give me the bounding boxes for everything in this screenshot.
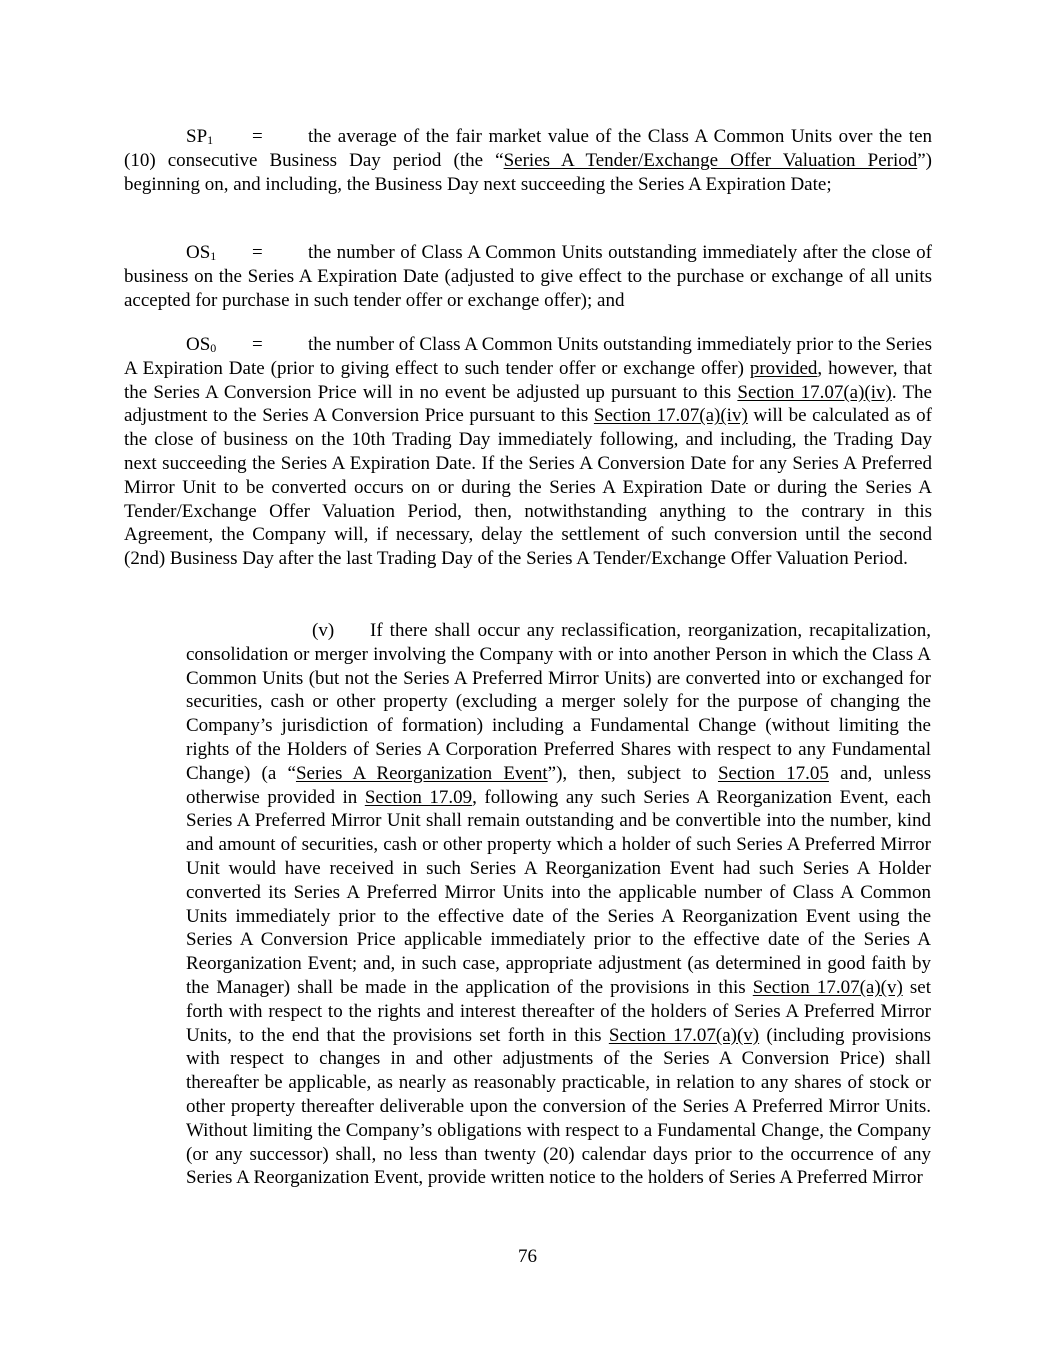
- definition-sp1: $SP_1$ = the average of the fair market value of the Class A Common Units over the ten (10) consecutive Business Day period (the “Series A Tender/Exchange Offer Valuation Period”) beginning on, and including, the Business Day next succeeding the Series A Expiration Date;: [124, 126, 932, 195]
- defined-term: Series A Tender/Exchange Offer Valuation Period: [503, 149, 918, 171]
- variable-label: $SP_1$: [186, 126, 214, 147]
- defined-term: Series A Reorganization Event: [295, 762, 548, 784]
- section-reference: Section 17.09: [364, 786, 473, 808]
- section-reference: Section 17.07(a)(iv): [593, 405, 748, 427]
- equals-sign: =: [252, 242, 263, 263]
- clause-v: (v) If there shall occur any reclassification, reorganization, recapitalization, consolidation or merger involving the Company with or into another Person in which the Class A Common Units (but not the Series A Preferred Mirror Units) are converted into or exchanged for securities, cash or other property (excluding a merger solely for the purpose of changing the Company’s jurisdiction of formation) including a Fundamental Change (without limiting the rights of the Holders of Series A Corporation Preferred Shares with respect to any Fundamental Change) (a “Series A Reorganization Event”), then, subject to Section 17.05 and, unless otherwise provided in Section 17.09, following any such Series A Reorganization Event, each Series A Preferred Mirror Unit shall remain outstanding and be convertible into the number, kind and amount of securities, cash or other property which a holder of such Series A Preferred Mirror Unit would have received in such Series A Reorganization Event had such Series A Holder converted its Series A Preferred Mirror Units into the applicable number of Class A Common Units immediately prior to the effective date of the Series A Reorganization Event using the Series A Conversion Price applicable immediately prior to the effective date of the Series A Reorganization Event; and, in such case, appropriate adjustment (as determined in good faith by the Manager) shall be made in the application of the provisions in this Section 17.07(a)(v) set forth with respect to the rights and interest thereafter of the holders of Series A Preferred Mirror Units, to the end that the provisions set forth in this Section 17.07(a)(v) (including provisions with respect to changes in and other adjustments of the Series A Conversion Price) shall thereafter be applicable, as nearly as reasonably practicable, in relation to any shares of stock or other property thereafter deliverable upon the conversion of the Series A Preferred Mirror Units. Without limiting the Company’s obligations with respect to a Fundamental Change, the Company (or any successor) shall, no less than twenty (20) calendar days prior to the occurrence of any Series A Reorganization Event, provide written notice to the holders of Series A Preferred Mirror: [186, 620, 932, 1189]
- equals-sign: =: [252, 126, 263, 147]
- definition-os0: $OS_0$ = the number of Class A Common Units outstanding immediately prior to the Series A Expiration Date (prior to giving effect to such tender offer or exchange offer) provided, however, that the Series A Conversion Price will in no event be adjusted up pursuant to this Section 17.07(a)(iv). The adjustment to the Series A Conversion Price pursuant to this Section 17.07(a)(iv) will be calculated as of the close of business on the 10th Trading Day immediately following, and including, the Trading Day next succeeding the Series A Expiration Date. If the Series A Conversion Date for any Series A Preferred Mirror Unit to be converted occurs on or during the Series A Expiration Date or during the Series A Tender/Exchange Offer Valuation Period, then, notwithstanding anything to the contrary in this Agreement, the Company will, if necessary, delay the settlement of such conversion until the second (2nd) Business Day after the last Trading Day of the Series A Tender/Exchange Offer Valuation Period.: [124, 334, 933, 570]
- section-reference: Section 17.07(a)(iv): [737, 381, 892, 403]
- variable-label: $OS_0$: [186, 334, 217, 355]
- provided-term: provided: [749, 357, 818, 379]
- section-reference: Section 17.05: [717, 762, 829, 784]
- equals-sign: =: [252, 334, 263, 355]
- definition-os1: $OS_1$ = the number of Class A Common Units outstanding immediately after the close of business on the Series A Expiration Date (adjusted to give effect to the purchase or exchange of all units accepted for purchase in such tender offer or exchange offer); and: [124, 242, 932, 311]
- variable-label: $OS_1$: [186, 242, 217, 263]
- section-reference: Section 17.07(a)(v): [752, 976, 903, 998]
- clause-number: (v): [312, 620, 335, 641]
- section-reference: Section 17.07(a)(v): [608, 1024, 760, 1046]
- page-number: 76: [518, 1246, 537, 1267]
